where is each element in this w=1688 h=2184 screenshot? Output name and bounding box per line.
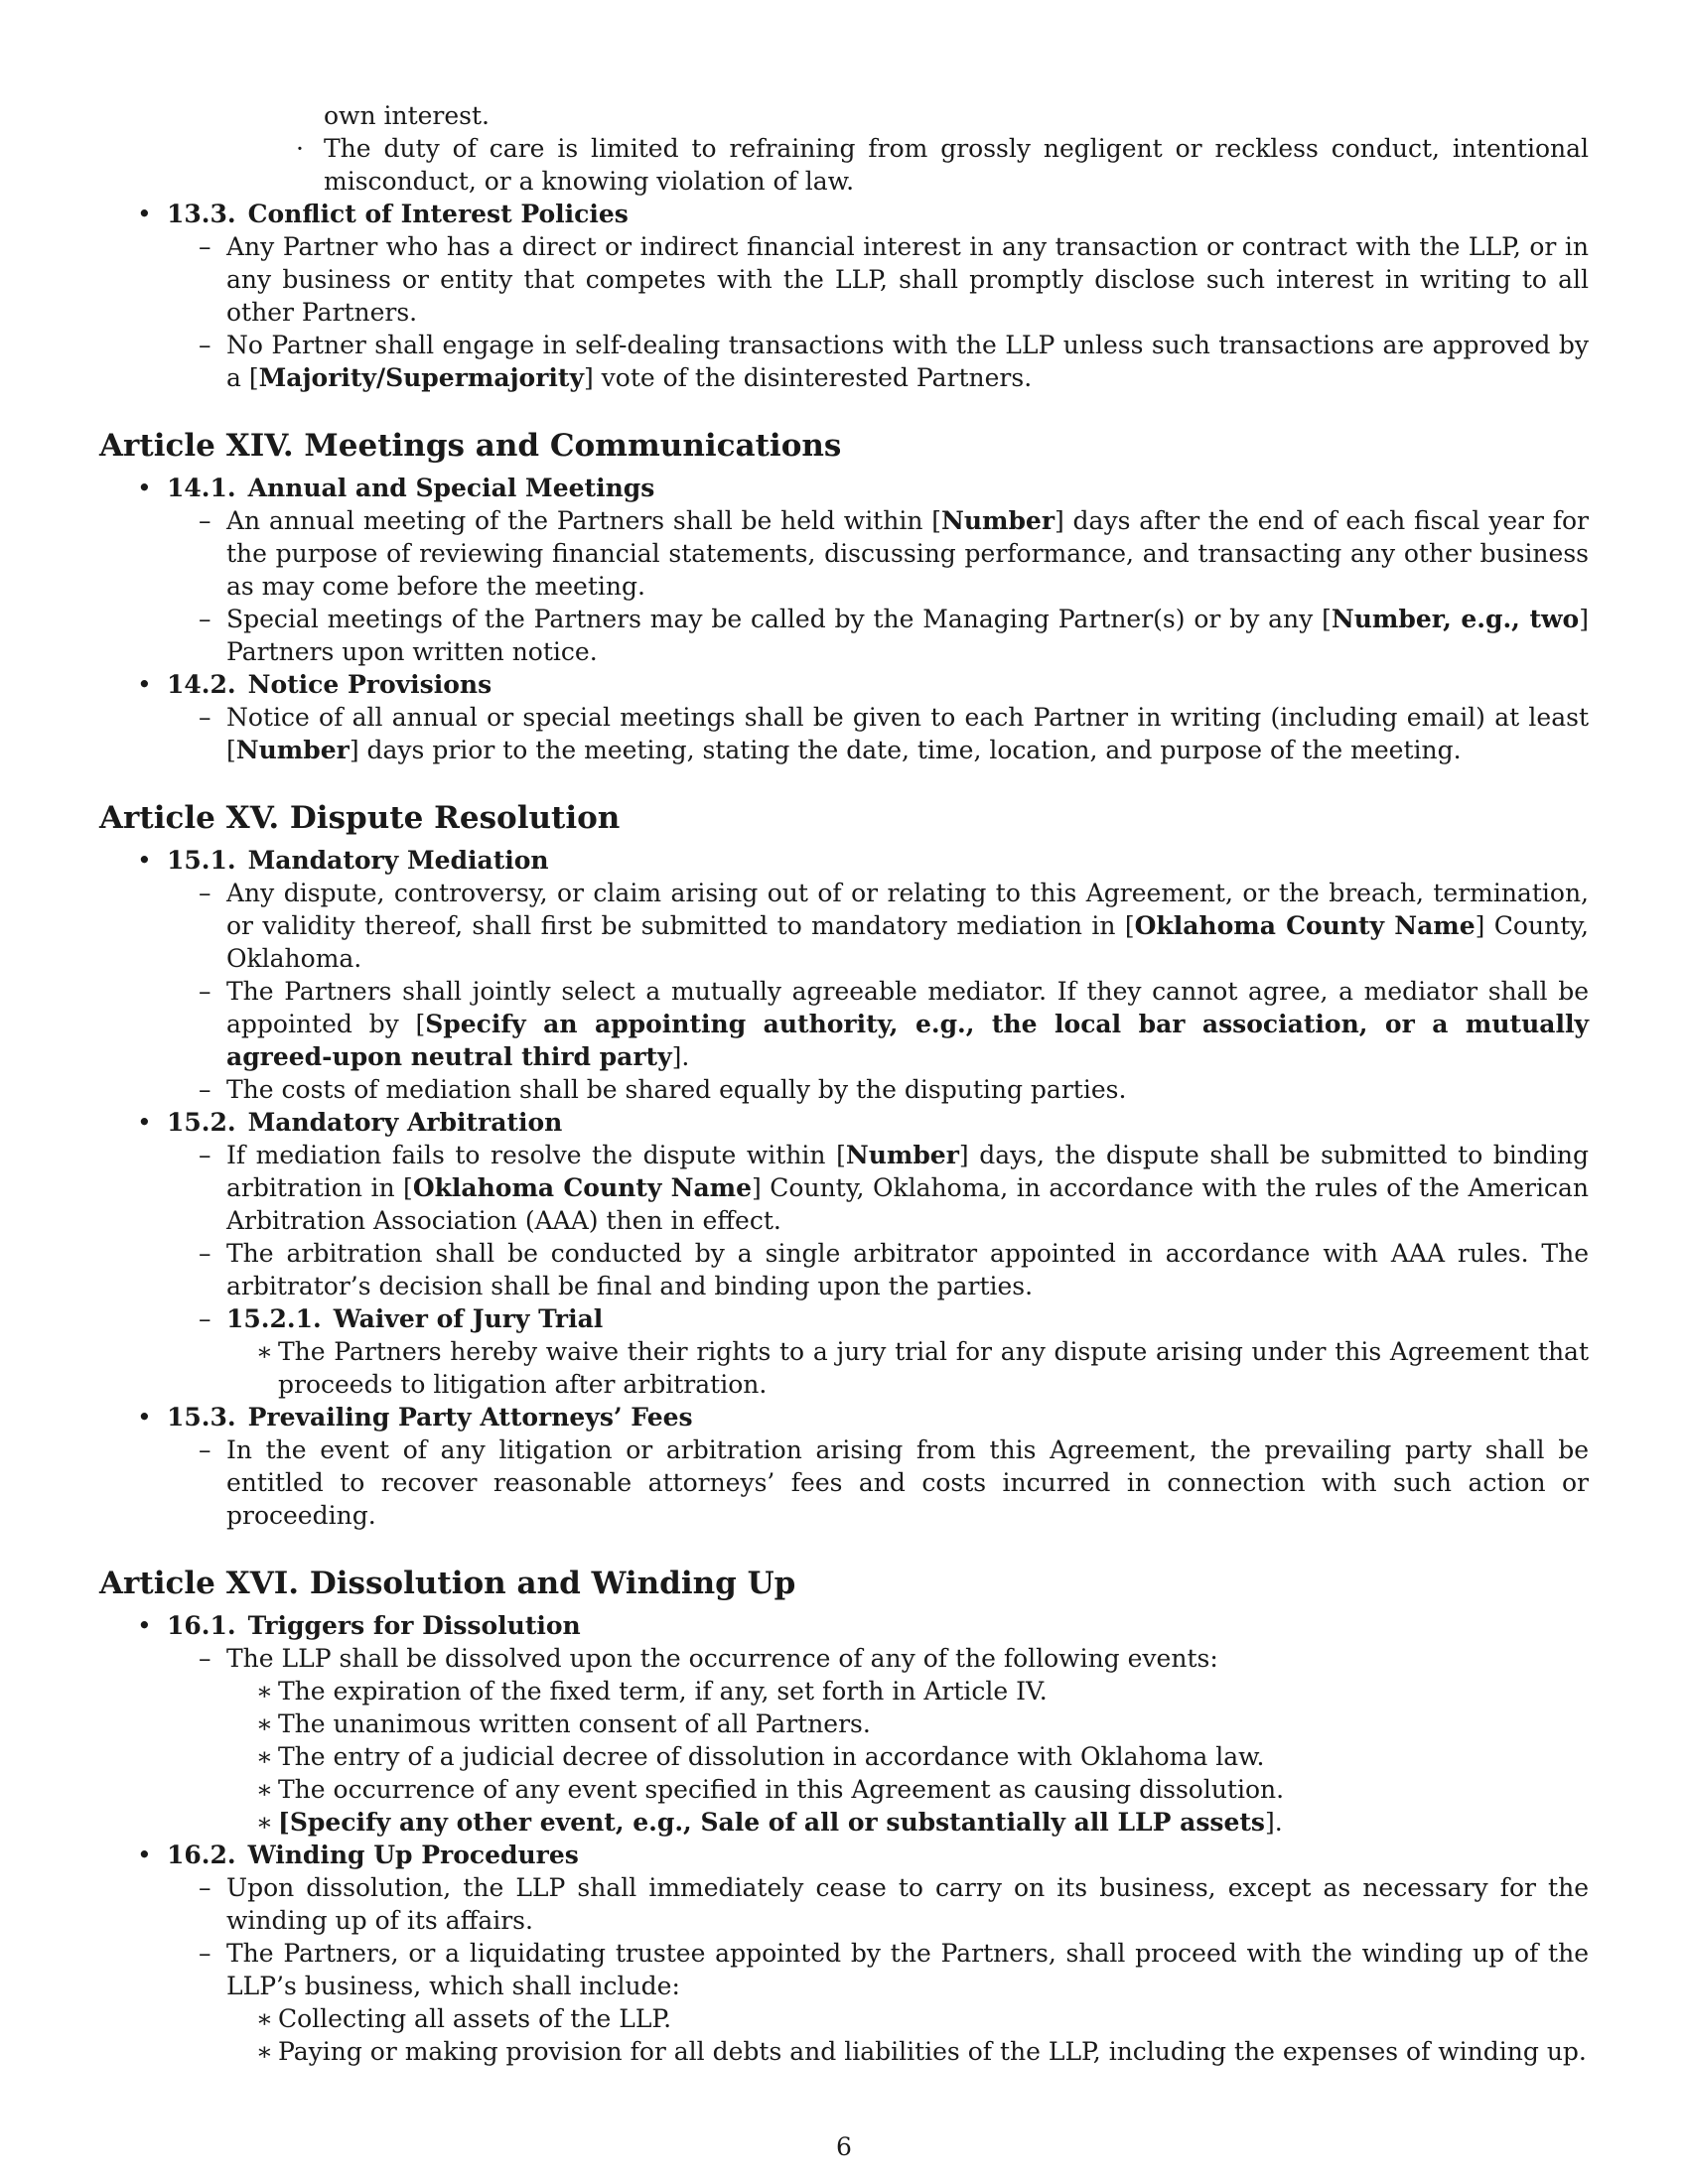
star-marker: ∗ [256,1709,273,1738]
star-marker: ∗ [256,2037,273,2066]
list-item: ∗ The unanimous written consent of all Partners. [256,1709,871,1738]
star-marker: ∗ [256,1337,273,1366]
list-item: – No Partner shall engage in self-dealing transactions with the LLP unless such transactions are approved by a [Majority/Supermajority] vote of the disinterested Partners. [199,331,1589,392]
dash-marker: – [199,1939,211,1968]
dash-marker: – [199,506,211,535]
placeholder-field: Oklahoma County Name [412,1173,753,1202]
dash-marker: – [199,1873,211,1902]
section-heading: • 16.1. Triggers for Dissolution [137,1611,581,1640]
dash-marker: – [199,1075,211,1104]
list-item: ∗ Collecting all assets of the LLP. [256,2004,672,2033]
star-marker: ∗ [256,1677,273,1706]
list-item: – Upon dissolution, the LLP shall immediately cease to carry on its business, except as necessary for the winding up of its affairs. [199,1873,1589,1935]
placeholder-field: Oklahoma County Name [1134,911,1476,940]
bullet-marker: • [137,670,152,699]
star-marker: ∗ [256,2004,273,2033]
dash-marker: – [199,232,211,261]
dash-marker: – [199,331,211,359]
dash-marker: – [199,879,211,907]
list-item: ∗ The Partners hereby waive their rights to a jury trial for any dispute arising under this Agreement that proceeds to litigation after arbitration. [256,1337,1589,1399]
list-item: ∗ [Specify any other event, e.g., Sale of all or substantially all LLP assets]. [256,1808,1283,1837]
bullet-marker: • [137,1841,152,1869]
list-item: – The costs of mediation shall be shared equally by the disputing parties. [199,1075,1127,1104]
list-item: – Notice of all annual or special meetings shall be given to each Partner in writing (including email) at least [Number] days prior to the meeting, stating the date, time, location, and purpose of the meeting. [199,703,1589,764]
document-body [99,99,1589,2068]
dot-marker: · [296,134,304,163]
bullet-marker: • [137,474,152,502]
placeholder-field: Number [235,736,350,764]
list-item: · The duty of care is limited to refraining from grossly negligent or reckless conduct, intentional misconduct, or a knowing violation of law. [296,134,1589,196]
list-item: – If mediation fails to resolve the dispute within [Number] days, the dispute shall be submitted to binding arbitration in [Oklahoma County Name] County, Oklahoma, in accordance with the rules of the American Arbitration Association (AAA) then in effect. [199,1141,1590,1235]
dash-marker: – [199,1141,211,1169]
bullet-marker: • [137,1403,152,1432]
placeholder-field: Specify an appointing authority, e.g., the local bar association, or a mutually agreed-upon neutral third party [226,1010,1589,1071]
bullet-marker: • [137,1611,152,1640]
subsection-heading: – 15.2.1. Waiver of Jury Trial [199,1304,604,1333]
bullet-marker: • [137,200,152,228]
article-heading: Article XV. Dispute Resolution [99,800,621,836]
section-heading: • 16.2. Winding Up Procedures [137,1841,579,1869]
star-marker: ∗ [256,1742,273,1771]
section-heading: • 15.3. Prevailing Party Attorneys’ Fees [137,1403,693,1432]
section-heading: • 14.1. Annual and Special Meetings [137,474,655,502]
list-item: ∗ The occurrence of any event specified in this Agreement as causing dissolution. [256,1775,1285,1804]
list-item: ∗ The entry of a judicial decree of dissolution in accordance with Oklahoma law. [256,1742,1265,1771]
list-item: – Any dispute, controversy, or claim arising out of or relating to this Agreement, or the breach, termination, or validity thereof, shall first be submitted to mandatory mediation in [Oklahoma County Name] County, Oklahoma. [199,879,1589,973]
list-item: ∗ The expiration of the fixed term, if any, set forth in Article IV. [256,1677,1048,1706]
dash-marker: – [199,1239,211,1268]
placeholder-field: Number [845,1141,959,1169]
star-marker: ∗ [256,1808,273,1837]
page-number: 6 [836,2132,852,2161]
section-heading: • 15.1. Mandatory Mediation [137,846,549,875]
list-item: – The Partners, or a liquidating trustee appointed by the Partners, shall proceed with the winding up of the LLP’s business, which shall include: [199,1939,1589,2000]
section-heading: • 14.2. Notice Provisions [137,670,492,699]
list-item: – The Partners shall jointly select a mutually agreeable mediator. If they cannot agree, a mediator shall be appointed by [Specify an appointing authority, e.g., the local bar association, or a mutually agreed-upon neutral third party]. [199,977,1589,1071]
placeholder-field: Majority/Supermajority [258,363,584,392]
dash-marker: – [199,1304,211,1333]
star-marker: ∗ [256,1775,273,1804]
placeholder-field: Number [940,506,1055,535]
list-item: – Special meetings of the Partners may be called by the Managing Partner(s) or by any [Number, e.g., two] Partners upon written notice. [199,605,1589,666]
list-item: – An annual meeting of the Partners shall be held within [Number] days after the end of each fiscal year for the purpose of reviewing financial statements, discussing performance, and transacting any other business as may come before the meeting. [199,506,1590,601]
list-item: – The arbitration shall be conducted by a single arbitrator appointed in accordance with AAA rules. The arbitrator’s decision shall be final and binding upon the parties. [199,1239,1589,1300]
dash-marker: – [199,605,211,633]
section-heading: • 15.2. Mandatory Arbitration [137,1108,563,1137]
article-heading: Article XVI. Dissolution and Winding Up [99,1566,796,1601]
placeholder-field: Specify any other event, e.g., Sale of all or substantially all LLP assets [289,1808,1266,1837]
bullet-marker: • [137,1108,152,1137]
continued-text: own interest. [324,101,491,130]
dash-marker: – [199,1435,211,1464]
section-heading: • 13.3. Conflict of Interest Policies [137,200,629,228]
list-item: ∗ Paying or making provision for all debts and liabilities of the LLP, including the expenses of winding up. [256,2037,1587,2066]
dash-marker: – [199,703,211,732]
placeholder-field: Number, e.g., two [1331,605,1580,633]
article-heading: Article XIV. Meetings and Communications [99,428,842,464]
list-item: – The LLP shall be dissolved upon the occurrence of any of the following events: [199,1644,1218,1673]
list-item: – Any Partner who has a direct or indirect financial interest in any transaction or contract with the LLP, or in any business or entity that competes with the LLP, shall promptly disclose such interest in writing to all other Partners. [199,232,1589,327]
bullet-marker: • [137,846,152,875]
list-item: – In the event of any litigation or arbitration arising from this Agreement, the prevailing party shall be entitled to recover reasonable attorneys’ fees and costs incurred in connection with such action or proceeding. [199,1435,1589,1530]
dash-marker: – [199,1644,211,1673]
dash-marker: – [199,977,211,1006]
